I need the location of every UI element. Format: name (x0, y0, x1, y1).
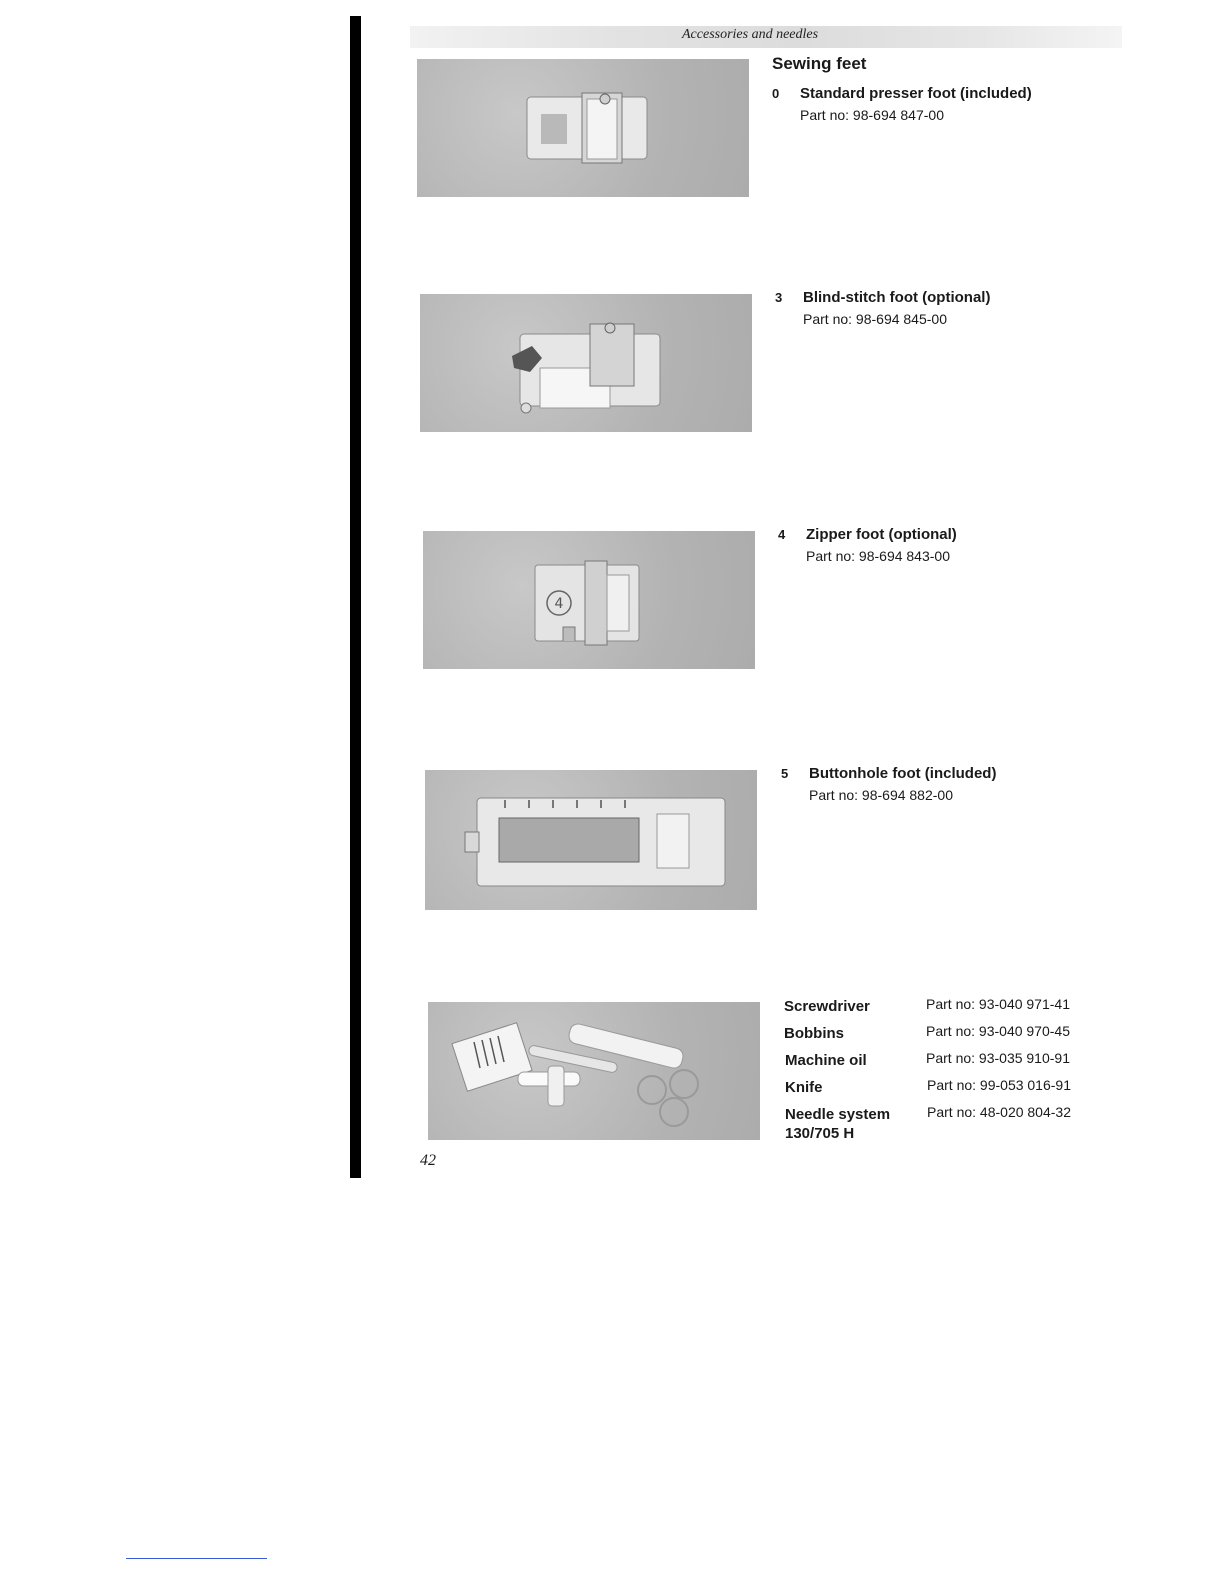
standard-presser-foot-icon (417, 59, 749, 197)
page-header-title: Accessories and needles (682, 27, 819, 42)
buttonhole-foot-icon (425, 770, 757, 910)
zipper-foot-photo (423, 531, 755, 669)
foot-number: 0 (772, 86, 780, 101)
foot-name: Blind-stitch foot (optional) (803, 289, 991, 306)
section-title: Sewing feet (772, 54, 867, 73)
foot-part-number: Part no: 98-694 845-00 (803, 311, 947, 327)
accessory-part-knife: Part no: 99-053 016-91 (927, 1077, 1071, 1093)
foot-part-number: Part no: 98-694 882-00 (809, 787, 953, 803)
footer-link-underline (126, 1558, 267, 1559)
accessory-name-machine-oil: Machine oil (785, 1052, 867, 1069)
accessory-name-needle-system: Needle system (785, 1106, 891, 1123)
accessory-part-machine-oil: Part no: 93-035 910-91 (926, 1050, 1070, 1066)
standard-presser-foot-photo (417, 59, 749, 197)
accessory-name-bobbins: Bobbins (784, 1025, 844, 1042)
foot-number: 5 (781, 766, 789, 781)
foot-name: Standard presser foot (included) (800, 85, 1032, 102)
blind-stitch-foot-photo (420, 294, 752, 432)
accessories-icon (428, 1002, 760, 1140)
foot-name: Zipper foot (optional) (806, 526, 957, 543)
foot-number: 4 (778, 527, 786, 542)
accessory-part-needle-system: Part no: 48-020 804-32 (927, 1104, 1071, 1120)
page-number: 42 (420, 1152, 436, 1169)
accessory-name-needle-system-type: 130/705 H (785, 1125, 855, 1142)
foot-part-number: Part no: 98-694 847-00 (800, 107, 944, 123)
zipper-foot-marking: 4 (554, 596, 564, 612)
blind-stitch-foot-icon (420, 294, 752, 432)
accessory-name-knife: Knife (785, 1079, 823, 1096)
foot-number: 3 (775, 290, 783, 305)
accessories-photo (428, 1002, 760, 1140)
accessory-part-bobbins: Part no: 93-040 970-45 (926, 1023, 1070, 1039)
buttonhole-foot-photo (425, 770, 757, 910)
zipper-foot-icon (423, 531, 755, 669)
accessory-name-screwdriver: Screwdriver (784, 998, 870, 1015)
binding-spine-bar (350, 16, 361, 1178)
foot-name: Buttonhole foot (included) (809, 765, 997, 782)
foot-part-number: Part no: 98-694 843-00 (806, 548, 950, 564)
accessory-part-screwdriver: Part no: 93-040 971-41 (926, 996, 1070, 1012)
